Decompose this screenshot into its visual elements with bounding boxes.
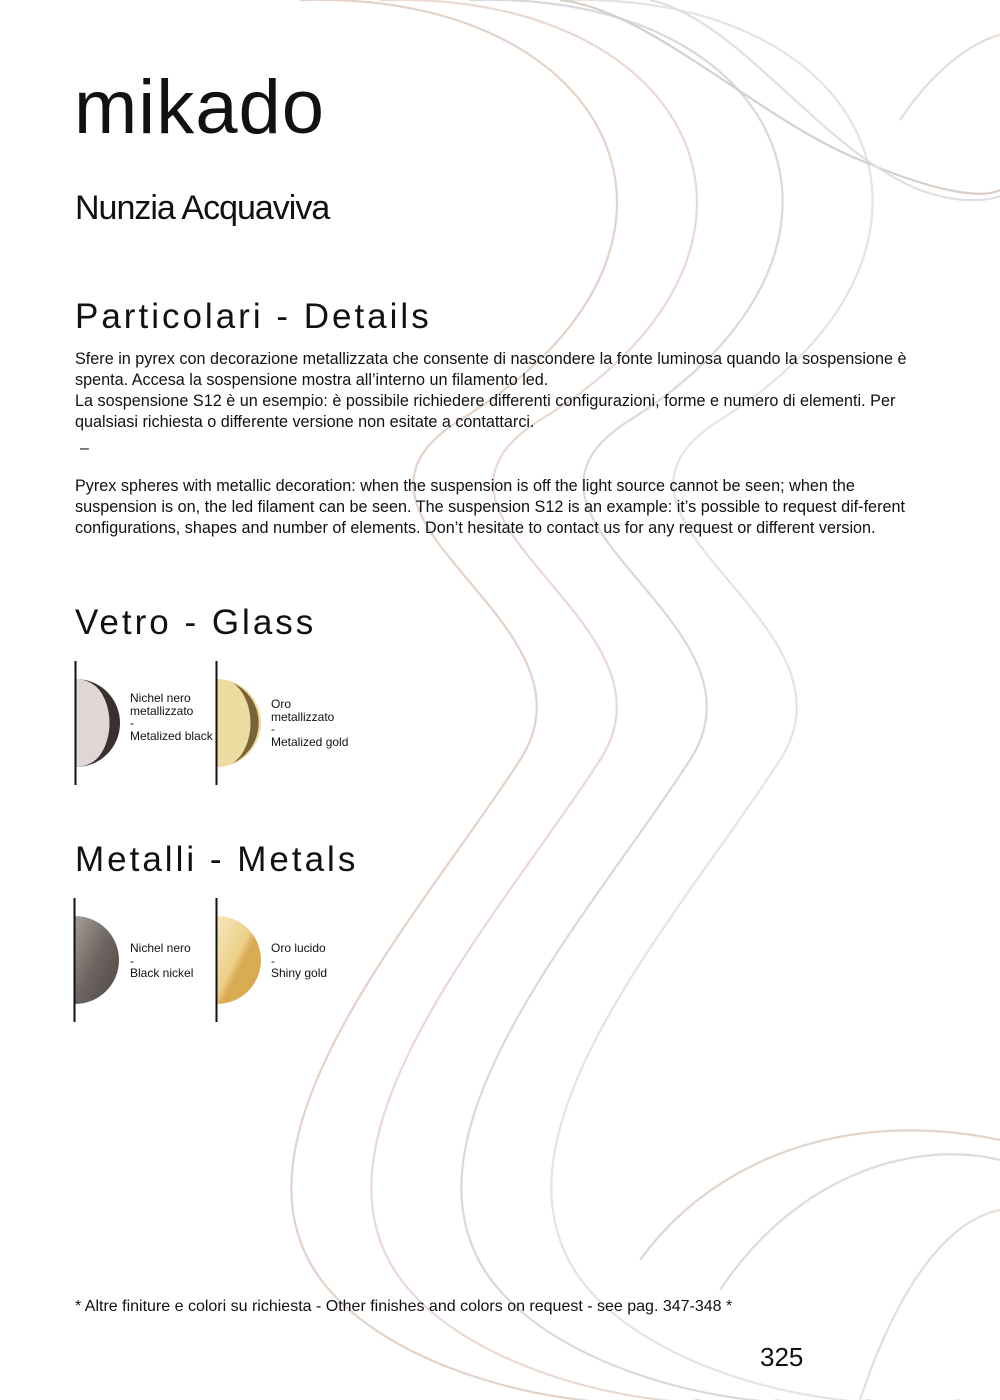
decorative-curve bbox=[291, 0, 700, 1400]
decorative-curve bbox=[650, 0, 1000, 200]
glass-swatch-black-nickel bbox=[74, 661, 122, 785]
details-english-text: Pyrex spheres with metallic decoration: when the suspension is off the light source cannot be seen; when the suspension is on, the led filament can be seen. The suspension S12 is an example: it’s possible to request dif-ferent configurations, shapes and number of elements. Don’t hesitate to contact us for any request or different version. bbox=[75, 477, 905, 537]
product-title: mikado bbox=[74, 65, 325, 150]
metal-swatch-black-nickel bbox=[73, 898, 121, 1022]
glass-heading: Vetro - Glass bbox=[75, 603, 317, 642]
language-separator: – bbox=[80, 440, 89, 457]
decorative-curve bbox=[720, 1154, 1000, 1290]
decorative-curve bbox=[560, 0, 1000, 194]
details-heading: Particolari - Details bbox=[75, 297, 432, 336]
metal-swatch-shiny-gold-shape bbox=[217, 916, 261, 1004]
metals-heading: Metalli - Metals bbox=[75, 840, 359, 879]
decorative-curve bbox=[900, 35, 1000, 120]
decorative-curve bbox=[371, 0, 780, 1400]
glass-label-black: Nichel nero metallizzato - Metalized black bbox=[130, 692, 213, 742]
details-italian-text: Sfere in pyrex con decorazione metallizzata che consente di nascondere la fonte luminosa quando la sospensione è spenta. Accesa la sospensione mostra all’interno un filamento led. La sospensione S12 è un esempio: è possibile richiedere differenti configurazioni, forme e numero di elementi. Per qualsiasi richiesta o differente versione non esitate a contattarci. bbox=[75, 350, 907, 431]
page-number: 325 bbox=[760, 1342, 804, 1372]
designer-name: Nunzia Acquaviva bbox=[75, 189, 330, 227]
decorative-curve bbox=[461, 0, 870, 1400]
metal-swatch-shiny-gold bbox=[215, 898, 263, 1022]
glass-swatch-gold bbox=[215, 661, 263, 785]
glass-label-gold: Oro metallizzato - Metalized gold bbox=[271, 697, 349, 749]
footnote: * Altre finiture e colori su richiesta - Other finishes and colors on request - see pag. 347-348 * bbox=[75, 1298, 733, 1315]
decorative-curve bbox=[860, 1210, 1000, 1400]
metal-swatch-black-nickel-shape bbox=[75, 916, 119, 1004]
metal-label-black-nickel: Nichel nero - Black nickel bbox=[130, 941, 194, 980]
decorative-curve bbox=[551, 0, 960, 1400]
metal-label-shiny-gold: Oro lucido - Shiny gold bbox=[271, 941, 328, 980]
